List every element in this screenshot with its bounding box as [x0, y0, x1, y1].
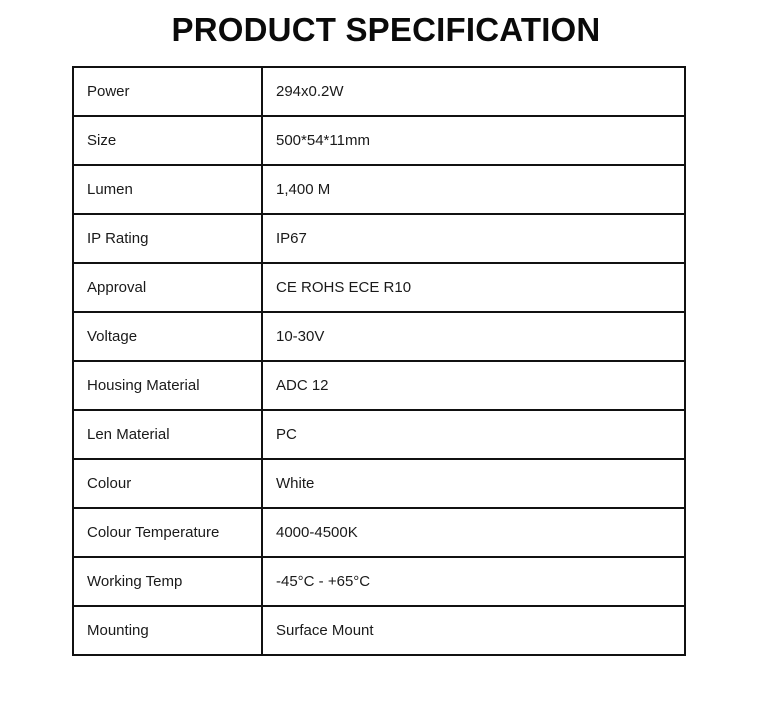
spec-value: 294x0.2W — [262, 67, 685, 116]
table-row — [73, 116, 685, 165]
page-title: PRODUCT SPECIFICATION — [171, 11, 601, 48]
table-row — [73, 508, 685, 557]
spec-label: Size — [73, 116, 262, 165]
spec-label: Mounting — [73, 606, 262, 655]
table-row — [73, 361, 685, 410]
spec-label: Working Temp — [73, 557, 262, 606]
table-row — [73, 214, 685, 263]
table-row — [73, 606, 685, 655]
spec-value: 1,400 M — [262, 165, 685, 214]
table-row — [73, 263, 685, 312]
spec-value: Surface Mount — [262, 606, 685, 655]
table-row — [73, 557, 685, 606]
spec-label: Len Material — [73, 410, 262, 459]
spec-value: CE ROHS ECE R10 — [262, 263, 685, 312]
spec-value: PC — [262, 410, 685, 459]
spec-value: 4000-4500K — [262, 508, 685, 557]
spec-table — [72, 66, 686, 656]
spec-value: -45°C - +65°C — [262, 557, 685, 606]
spec-label: Housing Material — [73, 361, 262, 410]
spec-value: 500*54*11mm — [262, 116, 685, 165]
spec-value: ADC 12 — [262, 361, 685, 410]
spec-value: White — [262, 459, 685, 508]
table-row — [73, 165, 685, 214]
spec-label: Lumen — [73, 165, 262, 214]
table-row — [73, 410, 685, 459]
table-row — [73, 67, 685, 116]
spec-value: 10-30V — [262, 312, 685, 361]
spec-label: IP Rating — [73, 214, 262, 263]
spec-label: Voltage — [73, 312, 262, 361]
spec-label: Colour Temperature — [73, 508, 262, 557]
table-row — [73, 459, 685, 508]
spec-label: Power — [73, 67, 262, 116]
table-row — [73, 312, 685, 361]
spec-value: IP67 — [262, 214, 685, 263]
spec-label: Approval — [73, 263, 262, 312]
spec-label: Colour — [73, 459, 262, 508]
